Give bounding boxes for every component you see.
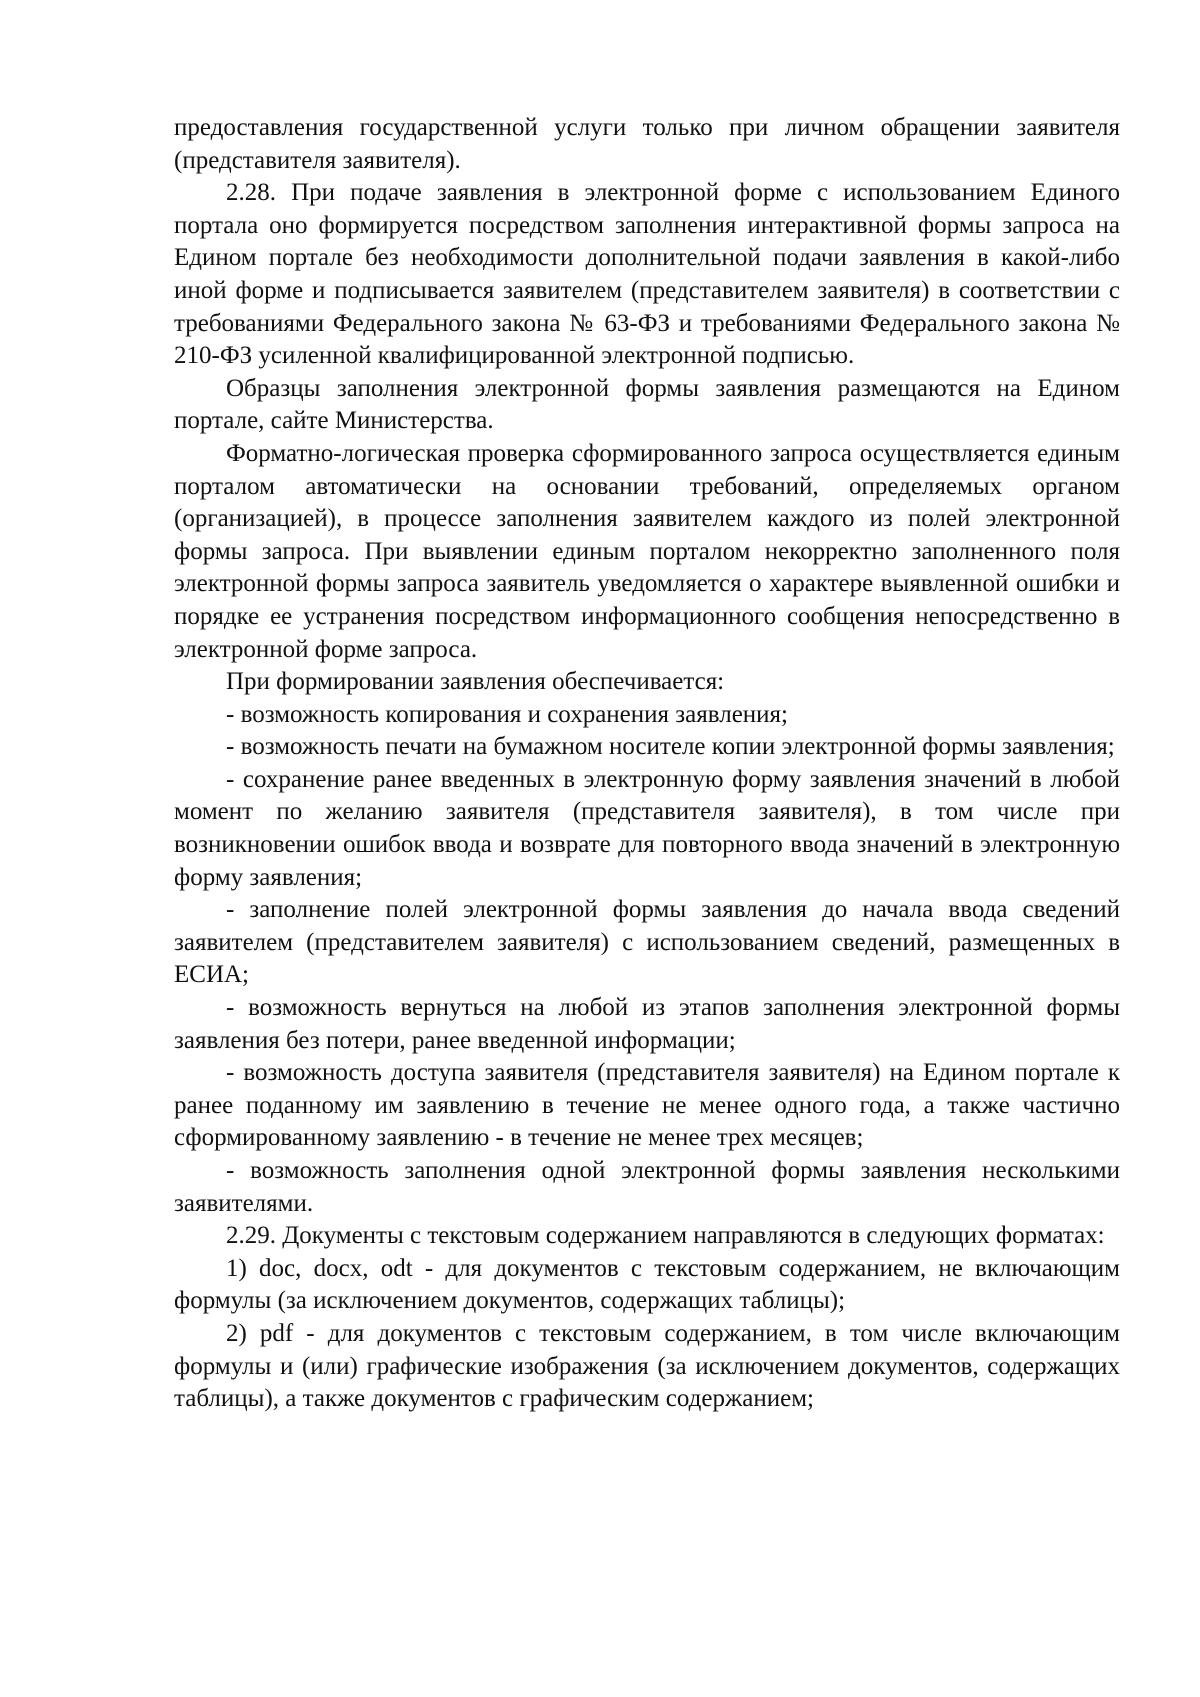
paragraph-continuation: предоставления государственной услуги только при личном обращении заявителя (представителя заявителя). bbox=[174, 114, 1120, 174]
paragraph-samples: Образцы заполнения электронной формы заявления размещаются на Едином портале, сайте Министерства. bbox=[174, 374, 1120, 435]
list-item-print: - возможность печати на бумажном носителе копии электронной формы заявления; bbox=[226, 733, 1115, 761]
paragraph-2-28: 2.28. При подаче заявления в электронной форме с использованием Единого портала оно формируется посредством заполнения интерактивной формы запроса на Едином портале без необходимости дополнительной подачи заявления в какой-либо иной форме и подписывается заявителем (представителем заявителя) в соответствии с требованиями Федерального закона № 63-ФЗ и требованиями Федерального закона № 210-ФЗ усиленной квалифицированной электронной подписью. bbox=[174, 179, 1120, 370]
list-item-preserve-values: - сохранение ранее введенных в электронную форму заявления значений в любой момент по желанию заявителя (представителя заявителя), в том числе при возникновении ошибок ввода и возврате для повторного ввода значений в электронную форму заявления; bbox=[174, 765, 1120, 891]
list-item-doc-formats: 1) doc, docx, odt - для документов с текстовым содержанием, не включающим формулы (за исключением документов, содержащих таблицы); bbox=[174, 1254, 1120, 1315]
paragraph-2-29: 2.29. Документы с текстовым содержанием направляются в следующих форматах: bbox=[226, 1222, 1105, 1250]
paragraph-format-check: Форматно-логическая проверка сформированного запроса осуществляется единым порталом автоматически на основании требований, определяемых органом (организацией), в процессе заполнения заявителем каждого из полей электронной формы запроса. При выявлении единым порталом некорректно заполненного поля электронной формы запроса заявитель уведомляется о характере выявленной ошибки и порядке ее устранения посредством информационного сообщения непосредственно в электронной форме запроса. bbox=[174, 439, 1120, 663]
list-item-return-to-step: - возможность вернуться на любой из этапов заполнения электронной формы заявления без потери, ранее введенной информации; bbox=[174, 994, 1120, 1054]
list-item-prefill-esia: - заполнение полей электронной формы заявления до начала ввода сведений заявителем (представителем заявителя) с использованием сведений, размещенных в ЕСИА; bbox=[174, 896, 1120, 989]
list-item-multiple-applicants: - возможность заполнения одной электронной формы заявления несколькими заявителями. bbox=[174, 1157, 1120, 1217]
paragraph-provided-intro: При формировании заявления обеспечивается: bbox=[226, 668, 725, 696]
list-item-copy-save: - возможность копирования и сохранения заявления; bbox=[226, 700, 788, 728]
list-item-access-history: - возможность доступа заявителя (представителя заявителя) на Едином портале к ранее поданному им заявлению в течение не менее одного года, а также частично сформированному заявлению - в течение не менее трех месяцев; bbox=[174, 1059, 1120, 1152]
list-item-pdf-format: 2) pdf - для документов с текстовым содержанием, в том числе включающим формулы и (или) графические изображения (за исключением документов, содержащих таблицы), а также документов с графическим содержанием; bbox=[174, 1319, 1120, 1413]
